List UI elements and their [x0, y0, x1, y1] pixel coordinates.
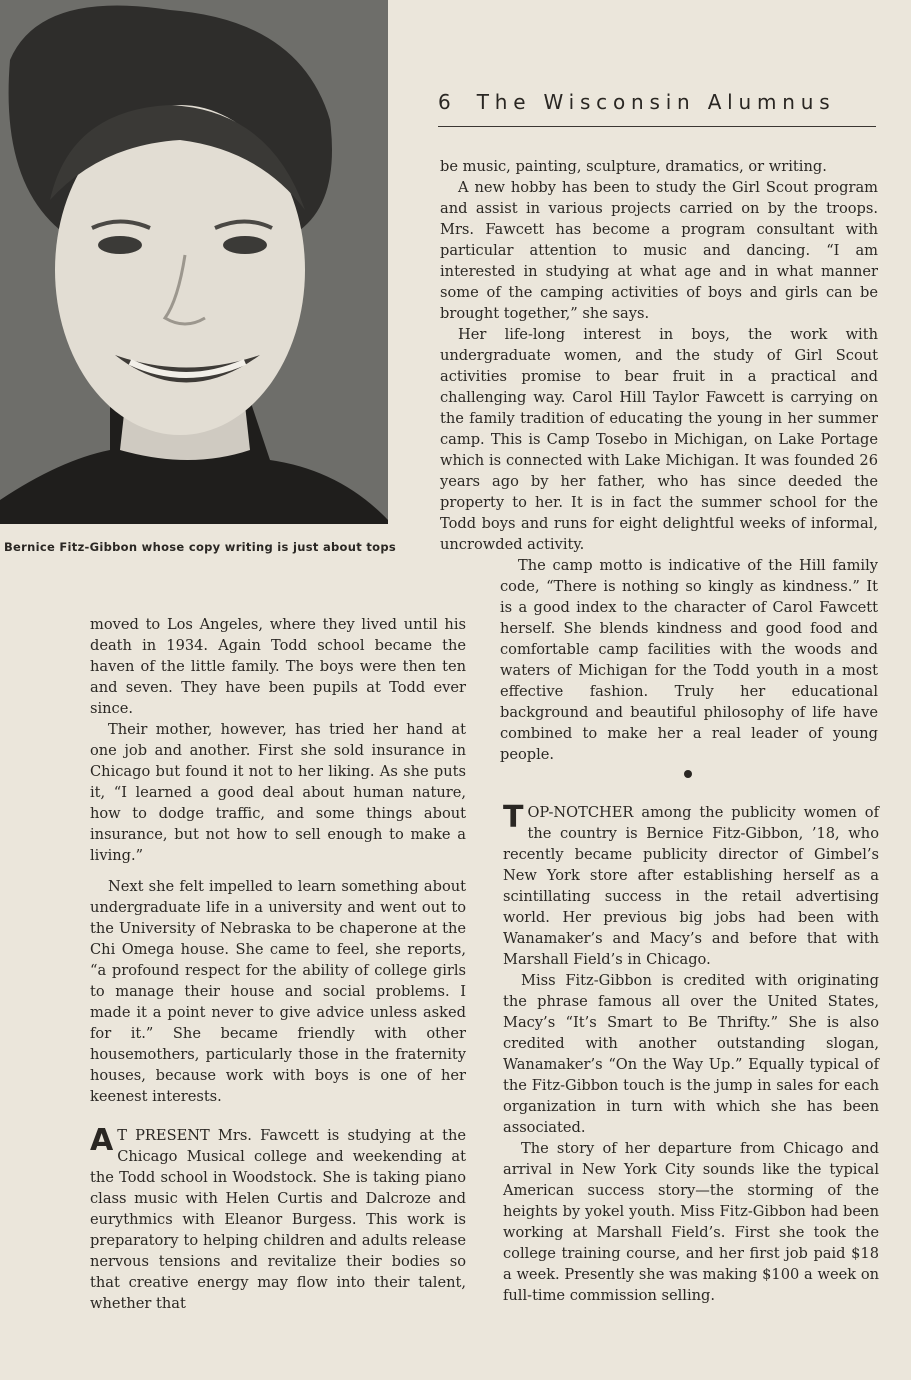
- right-column-bottom: [503, 802, 879, 1306]
- paragraph: The camp motto is indicative of the Hill family code, “There is nothing so kingly as kindness.” It is a good index to the character of Carol Fawcett herself. She blends kindness and good food and comfortable camp facilities with the woods and waters of Michigan for the Todd youth in a most effective fashion. Truly her educational background and beautiful philosophy of life have combined to make her a real leader of young people.: [500, 557, 878, 763]
- section-divider-bullet: [684, 770, 692, 778]
- page-number: 6: [438, 90, 457, 114]
- left-column: [90, 614, 466, 1314]
- paragraph: be music, painting, sculpture, dramatics, or writing.: [440, 158, 827, 175]
- portrait-photo: [0, 0, 388, 524]
- publication-title: The Wisconsin Alumnus: [476, 90, 836, 114]
- photo-caption: Bernice Fitz-Gibbon whose copy writing is just about tops: [3, 540, 396, 554]
- paragraph: A new hobby has been to study the Girl Scout program and assist in various projects carried on by the troops. Mrs. Fawcett has become a program consultant with particular attention to music and dancing. “I am interested in studying at what age and in what manner some of the camping activities of boys and girls can be brought together,” she says.: [440, 179, 878, 322]
- paragraph: Her life-long interest in boys, the work with undergraduate women, and the study of Girl Scout activities promise to bear fruit in a practical and challenging way. Carol Hill Taylor Fawcett is carrying on the family tradition of educating the young in her summer camp. This is Camp Tosebo in Michigan, on Lake Portage which is connected with Lake Michigan. It was founded 26 years ago by her father, who has since deeded the property to her. It is in fact the summer school for the Todd boys and runs for eight delightful weeks of informal, uncrowded activity.: [440, 326, 878, 553]
- right-column-mid: [500, 555, 878, 765]
- paragraph: A T PRESENT Mrs. Fawcett is studying at the Chicago Musical college and weekending at the Todd school in Woodstock. She is taking piano class music with Helen Curtis and Dalcroze and eurythmics with Eleanor Burgess. This work is preparatory to helping children and adults release nervous tensions and revitalize their bodies so that creative energy may flow into their talent, whether that: [90, 1123, 466, 1312]
- paragraph: Next she felt impelled to learn something about undergraduate life in a university and went out to the University of Nebraska to be chaperone at the Chi Omega house. She came to feel, she reports, “a profound respect for the ability of college girls to manage their house and social problems. I made it a point never to give advice unless asked for it.” She became friendly with other housemothers, particularly those in the fraternity houses, because work with boys is one of her keenest interests.: [90, 878, 466, 1105]
- drop-cap: T: [503, 800, 524, 835]
- right-column-top: [440, 156, 878, 555]
- portrait-illustration: [0, 0, 388, 524]
- drop-cap: A: [90, 1123, 114, 1158]
- paragraph: Miss Fitz-Gibbon is credited with originating the phrase famous all over the United States, Macy’s “It’s Smart to Be Thrifty.” She is also credited with another outstanding slogan, Wanamaker’s “On the Way Up.” Equally typical of the Fitz-Gibbon touch is the jump in sales for each organization in turn with which she has been associated.: [503, 972, 879, 1136]
- paragraph: moved to Los Angeles, where they lived until his death in 1934. Again Todd school became the haven of the little family. The boys were then ten and seven. They have been pupils at Todd ever since.: [90, 616, 466, 717]
- page-header: [438, 90, 876, 114]
- paragraph: TOP-NOTCHER among the publicity women of the country is Bernice Fitz-Gibbon, ’18, who recently became publicity director of Gimbel’s New York store after establishing herself as a scintillating success in the retail advertising world. Her previous big jobs had been with Wanamaker’s and Macy’s and before that with Marshall Field’s in Chicago.: [503, 800, 879, 968]
- paragraph: The story of her departure from Chicago and arrival in New York City sounds like the typical American success story—the storming of the heights by yokel youth. Miss Fitz-Gibbon had been working at Marshall Field’s. First she took the college training course, and her first job paid $18 a week. Presently she was making $100 a week on full-time commission selling.: [503, 1140, 879, 1304]
- header-rule: [438, 126, 876, 127]
- paragraph: Their mother, however, has tried her hand at one job and another. First she sold insurance in Chicago but found it not to her liking. As she puts it, “I learned a good deal about human nature, how to dodge traffic, and some things about insurance, but not how to sell enough to make a living.”: [90, 721, 466, 864]
